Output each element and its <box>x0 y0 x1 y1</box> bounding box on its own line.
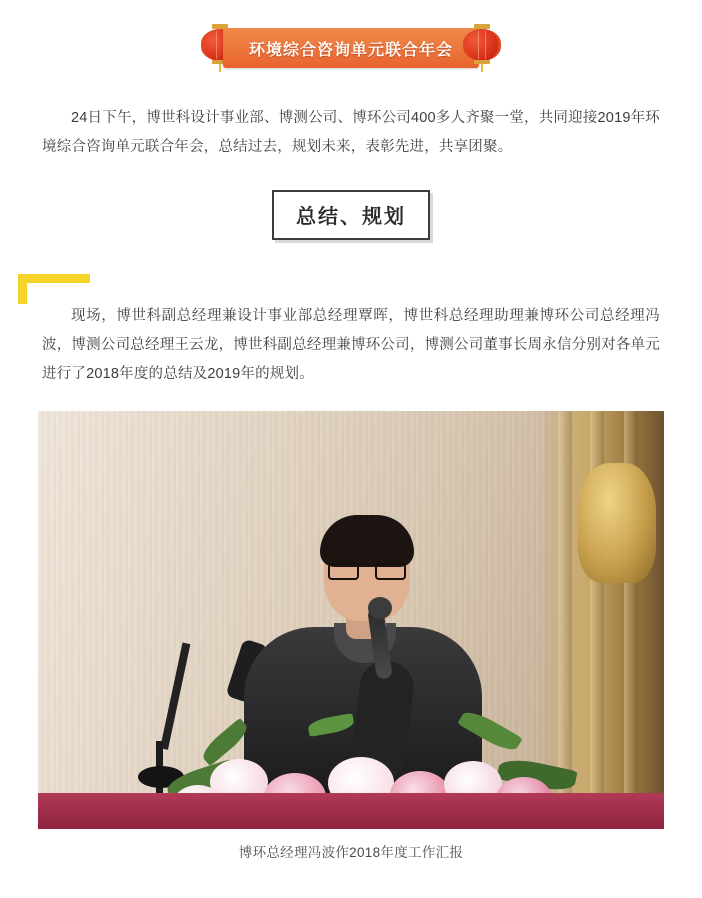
header-banner <box>191 18 511 78</box>
glasses-icon <box>328 563 406 581</box>
article-page <box>0 18 702 898</box>
section-heading: 总结、规划 <box>272 190 430 240</box>
lantern-tassel <box>481 64 483 72</box>
yellow-corner-decoration <box>18 274 90 304</box>
speaker-hair <box>320 515 414 567</box>
leaf <box>457 706 522 755</box>
lantern-tassel <box>219 64 221 72</box>
lantern-icon-right <box>461 24 503 72</box>
banner-plate <box>223 28 479 68</box>
intro-paragraph: 24日下午，博世科设计事业部、博测公司、博环公司400多人齐聚一堂，共同迎接2019年环境综合咨询单元联合年会，总结过去，规划未来，表彰先进，共享团聚。 <box>42 110 660 155</box>
photo-caption: 博环总经理冯波作2018年度工作汇报 <box>238 845 464 860</box>
section-heading-wrap <box>0 190 702 240</box>
photo-wrap <box>38 411 664 861</box>
stage-table <box>38 793 664 829</box>
golden-statue <box>578 463 656 583</box>
microphone-head <box>368 597 392 619</box>
lantern-body <box>463 29 501 61</box>
body-paragraph: 现场，博世科副总经理兼设计事业部总经理覃晖，博世科总经理助理兼博环公司总经理冯波，博测公司总经理王云龙，博世科副总经理兼博环公司，博测公司董事长周永信分别对各单元进行了2018年度的总结及2019年的规划。 <box>42 308 660 382</box>
banner-title: 环境综合咨询单元联合年会 <box>248 41 453 59</box>
body-block <box>0 274 702 861</box>
leaf <box>307 713 355 737</box>
conference-photo <box>38 411 664 829</box>
